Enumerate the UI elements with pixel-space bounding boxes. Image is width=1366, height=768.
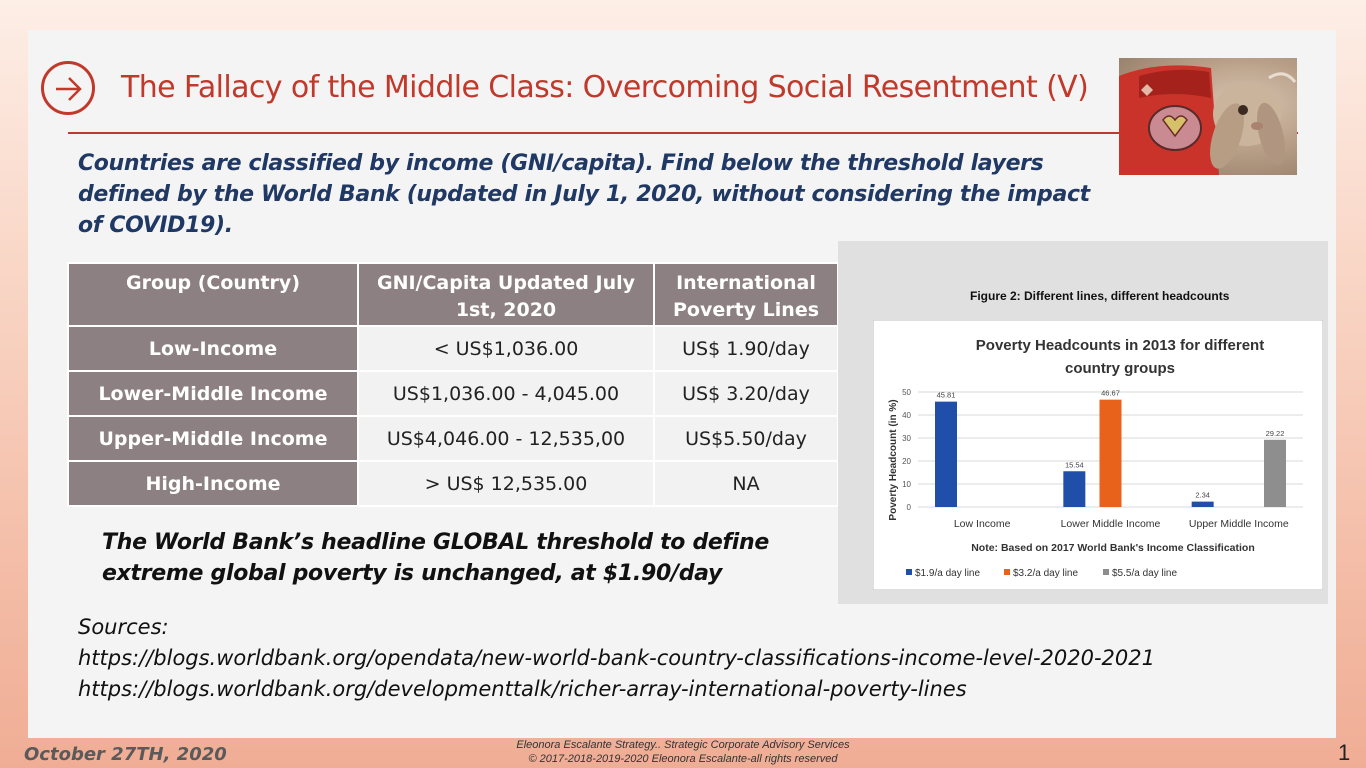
- legend-label: $3.2/a day line: [1013, 568, 1079, 579]
- table-row: [68, 326, 838, 371]
- group-cell: Low-Income: [68, 326, 358, 371]
- gni-cell: < US$1,036.00: [358, 326, 654, 371]
- intro-paragraph: Countries are classified by income (GNI/capita). Find below the threshold layers defined by the World Bank (updated in July 1, 2020, without considering the impact of COVID19).: [78, 151, 1090, 238]
- bar: [1264, 440, 1286, 507]
- table-header-row: [68, 263, 838, 326]
- footer-credit: [448, 738, 918, 766]
- footer-date: October 27TH, 2020: [24, 744, 227, 765]
- headline-statement: [102, 527, 769, 589]
- header-poverty-lines: International Poverty Lines: [654, 263, 838, 326]
- gni-cell: US$4,046.00 - 12,535,00: [358, 416, 654, 461]
- poverty-headcount-chart: [873, 320, 1323, 590]
- table-row: [68, 461, 838, 506]
- y-tick-label: 30: [902, 434, 911, 443]
- gni-cell: US$1,036.00 - 4,045.00: [358, 371, 654, 416]
- source-link[interactable]: https://blogs.worldbank.org/opendata/new-world-bank-country-classifications-income-level-2020-2021: [78, 646, 1155, 670]
- y-axis-label: Poverty Headcount (in %): [888, 399, 899, 521]
- y-tick-label: 20: [902, 457, 911, 466]
- arrow-right-circle-icon: [41, 61, 95, 115]
- chart-title-line: Poverty Headcounts in 2013 for different: [975, 337, 1265, 354]
- page-number: 1: [1338, 740, 1351, 765]
- bunny-painting-image: [1119, 58, 1297, 175]
- footer-credit-line: Eleonora Escalante Strategy.. Strategic Corporate Advisory Services: [516, 739, 850, 751]
- legend-swatch: [1103, 569, 1109, 575]
- data-label: 46.67: [1101, 388, 1120, 398]
- data-label: 29.22: [1265, 428, 1285, 438]
- header-gni: GNI/Capita Updated July 1st, 2020: [358, 263, 654, 326]
- data-label: 45.81: [936, 390, 956, 400]
- headline-line: The World Bank’s headline GLOBAL threshold to define: [102, 530, 770, 555]
- figure-caption: Figure 2: Different lines, different headcounts: [970, 289, 1230, 303]
- poverty-line-cell: NA: [654, 461, 838, 506]
- footer-credit-line: © 2017-2018-2019-2020 Eleonora Escalante-all rights reserved: [528, 753, 838, 765]
- bar: [1063, 471, 1085, 507]
- x-tick-label: Lower Middle Income: [1060, 518, 1161, 530]
- source-link[interactable]: https://blogs.worldbank.org/developmenttalk/richer-array-international-poverty-lines: [78, 677, 967, 701]
- group-cell: High-Income: [68, 461, 358, 506]
- slide-title: The Fallacy of the Middle Class: Overcoming Social Resentment (V): [121, 70, 1089, 105]
- title-divider: [68, 132, 1298, 134]
- bar: [1100, 400, 1122, 507]
- headline-line: extreme global poverty is unchanged, at $1.90/day: [102, 561, 723, 586]
- table-row: [68, 416, 838, 461]
- income-classification-table: [67, 262, 839, 507]
- x-tick-label: Upper Middle Income: [1188, 518, 1289, 530]
- chart-note: Note: Based on 2017 World Bank's Income Classification: [971, 542, 1255, 554]
- y-tick-label: 40: [902, 411, 911, 420]
- legend-swatch: [1004, 569, 1010, 575]
- data-label: 15.54: [1064, 460, 1084, 470]
- chart-title-line: country groups: [1064, 360, 1176, 377]
- table-row: [68, 371, 838, 416]
- bar: [935, 402, 957, 507]
- sources-label: Sources:: [78, 615, 169, 639]
- y-tick-label: 10: [902, 480, 911, 489]
- y-tick-label: 50: [902, 388, 911, 397]
- header-group: Group (Country): [68, 263, 358, 326]
- sources-block: [78, 612, 1155, 705]
- data-label: 2.34: [1195, 490, 1210, 500]
- y-tick-label: 0: [906, 503, 911, 512]
- poverty-line-cell: US$5.50/day: [654, 416, 838, 461]
- gni-cell: > US$ 12,535.00: [358, 461, 654, 506]
- x-tick-label: Low Income: [953, 518, 1011, 530]
- poverty-line-cell: US$ 1.90/day: [654, 326, 838, 371]
- legend-label: $5.5/a day line: [1112, 568, 1178, 579]
- group-cell: Upper-Middle Income: [68, 416, 358, 461]
- group-cell: Lower-Middle Income: [68, 371, 358, 416]
- bar: [1192, 502, 1214, 507]
- legend-swatch: [906, 569, 912, 575]
- legend-label: $1.9/a day line: [915, 568, 981, 579]
- poverty-line-cell: US$ 3.20/day: [654, 371, 838, 416]
